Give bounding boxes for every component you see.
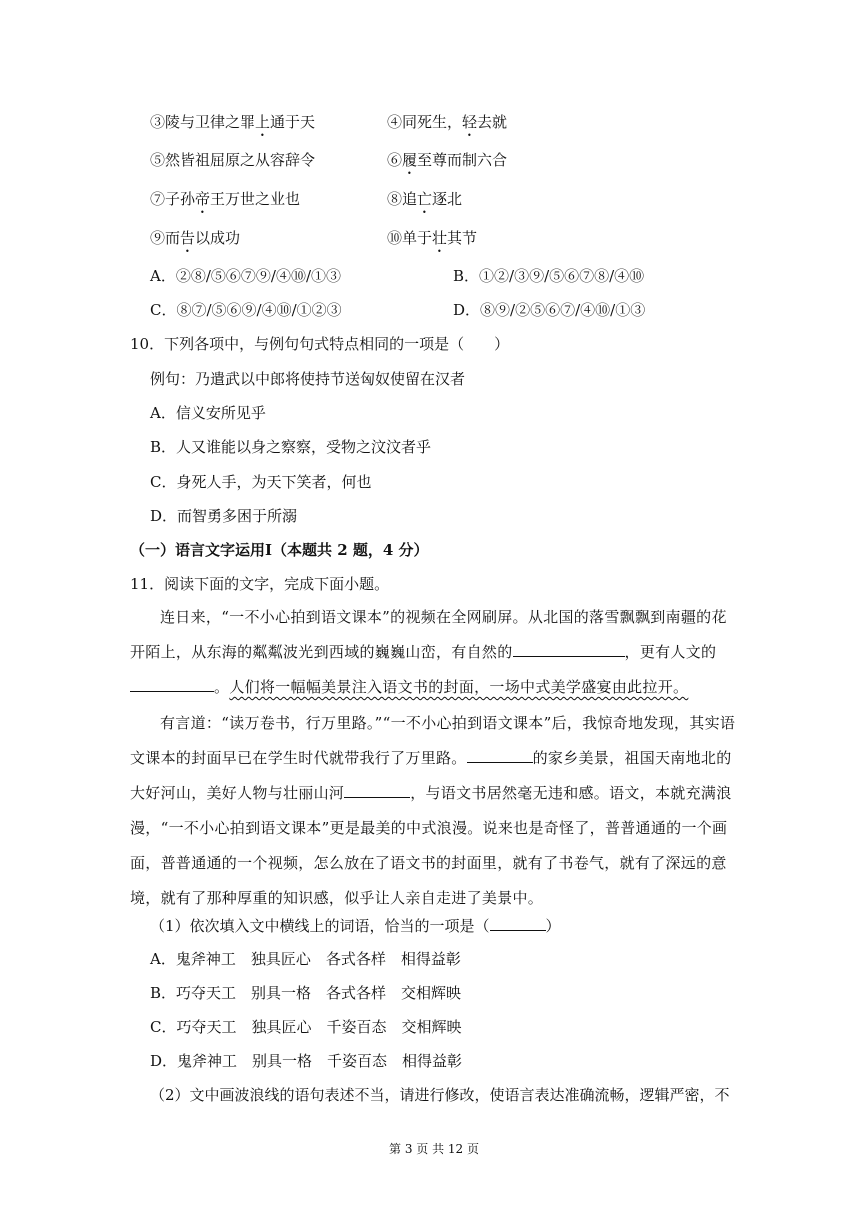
q11-paragraph-1: 连日来，“一不小心拍到语文课本”的视频在全网刷屏。从北国的落雪飘飘到南疆的花开陌上，从东海的粼粼波光到西域的巍巍山峦，有自然的 ，更有人文的。人们将一幅幅美景注入语文书的封面，一场中式美学盛宴由此拉开。	[130, 608, 727, 696]
blank-1	[513, 640, 625, 657]
answer-blank	[490, 914, 546, 931]
q9-option-a: A．②⑧/⑤⑥⑦⑨/④⑩/①③	[150, 267, 341, 285]
q9-option-b: B．①②/③⑨/⑤⑥⑦⑧/④⑩	[453, 267, 645, 285]
q9-item-4: ④同死生，轻去就	[387, 113, 508, 131]
q11-sub1-option-b: B．巧夺天工 别具一格 各式各样 交相辉映	[150, 984, 462, 1002]
q11-sub1-option-c: C．巧夺天工 独具匠心 千姿百态 交相辉映	[150, 1018, 462, 1036]
blank-4	[344, 781, 410, 798]
q10-example: 例句：乃遣武以中郎将使持节送匈奴使留在汉者	[150, 370, 466, 388]
q9-item-8: ⑧追亡逐北	[387, 190, 463, 208]
q10-option-b: B．人又谁能以身之察察，受物之汶汶者乎	[150, 438, 432, 456]
q9-item-7: ⑦子孙帝王万世之业也	[150, 190, 301, 208]
page-footer: 第 3 页 共 12 页	[389, 1142, 479, 1156]
q11-sub1-stem: （1）依次填入文中横线上的词语，恰当的一项是（ ）	[150, 914, 561, 936]
q11-paragraph-2: 有言道：“读万卷书，行万里路。”“一不小心拍到语文课本”后，我惊奇地发现，其实语文课本的封面早已在学生时代就带我行了万里路。 的家乡美景，祖国天南地北的大好河山，美好人物与壮丽山河 ，与语文书居然毫无违和感。语文，本就充满浪漫，“一不小心拍到语文课本”更是最美的中式浪漫。说来也是奇怪了，普普通通的一个画面，普普通通的一个视频，怎么放在了语文书的封面里，就有了书卷气，就有了深远的意境，就有了那种厚重的知识感，似乎让人亲自走进了美景中。	[130, 714, 736, 907]
q9-option-c: C．⑧⑦/⑤⑥⑨/④⑩/①②③	[150, 301, 342, 319]
blank-3	[467, 746, 533, 763]
q9-item-5: ⑤然皆祖屈原之从容辞令	[150, 151, 316, 169]
section-title: （一）语言文字运用Ⅰ（本题共 2 题，4 分）	[130, 541, 429, 559]
q11-sub1-option-d: D．鬼斧神工 别具一格 千姿百态 相得益彰	[150, 1052, 463, 1070]
q9-item-10: ⑩单于壮其节	[387, 229, 478, 247]
q9-option-d: D．⑧⑨/②⑤⑥⑦/④⑩/①③	[453, 301, 646, 319]
q11-sub1-option-a: A．鬼斧神工 独具匠心 各式各样 相得益彰	[150, 950, 461, 968]
blank-2	[130, 675, 214, 692]
q10-option-d: D．而智勇多困于所溺	[150, 507, 298, 525]
q9-item-3: ③陵与卫律之罪上通于天	[150, 113, 316, 131]
wavy-sentence: 人们将一幅幅美景注入语文书的封面，一场中式美学盛宴由此拉开。	[229, 678, 689, 696]
q9-item-6: ⑥履至尊而制六合	[387, 151, 508, 169]
q10-option-a: A．信义安所见乎	[150, 404, 266, 422]
q11-sub2: （2）文中画波浪线的语句表述不当，请进行修改，使语言表达准确流畅，逻辑严密，不	[150, 1086, 730, 1104]
q11-stem: 11．阅读下面的文字，完成下面小题。	[130, 575, 390, 593]
q9-item-9: ⑨而告以成功	[150, 229, 241, 247]
q10-option-c: C．身死人手，为天下笑者，何也	[150, 473, 372, 491]
q10-stem: 10．下列各项中，与例句句式特点相同的一项是（ ）	[130, 335, 510, 353]
